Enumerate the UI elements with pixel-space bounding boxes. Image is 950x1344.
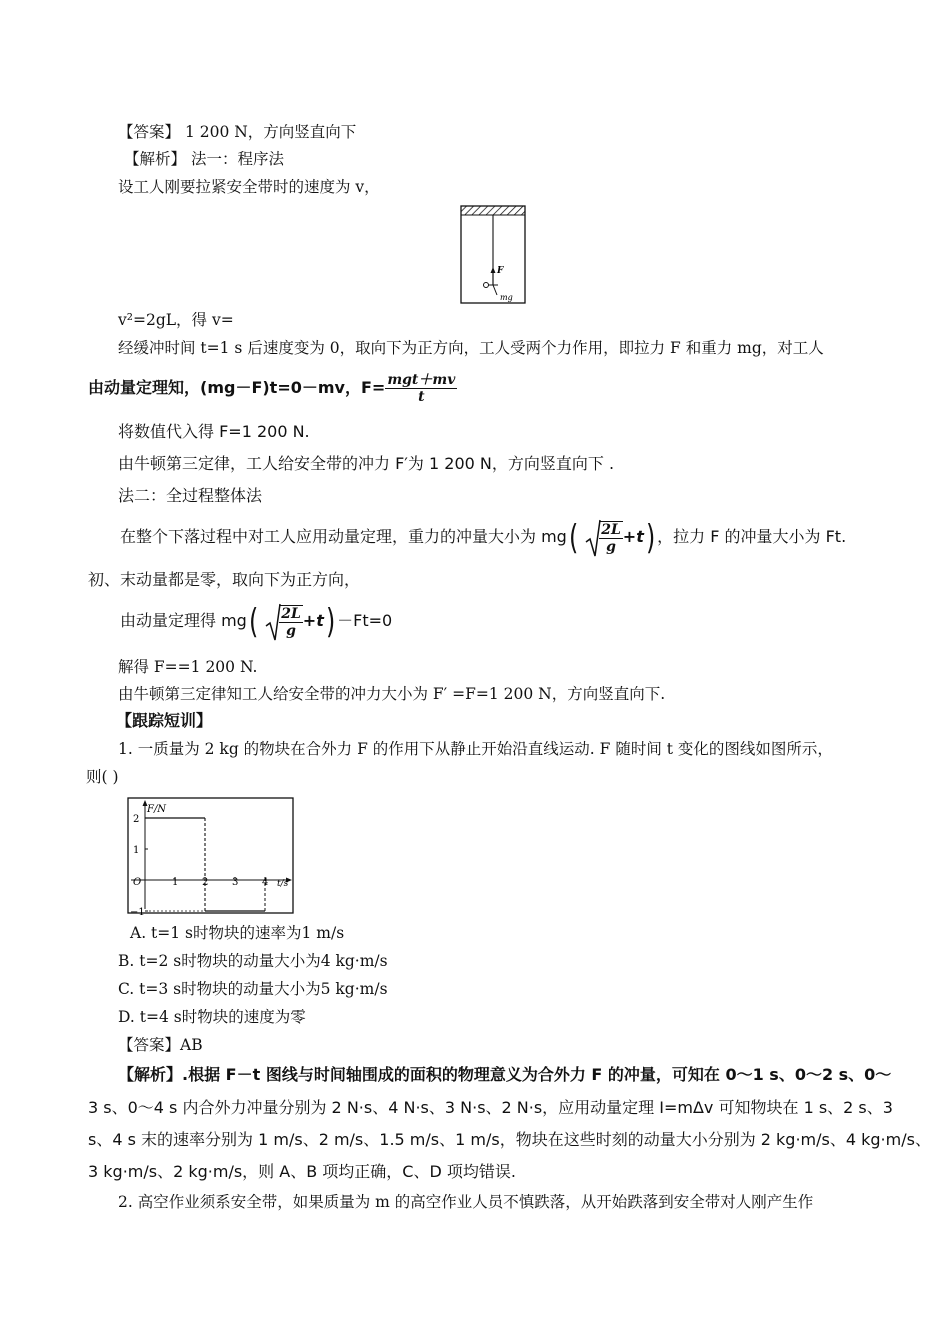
ceiling-hatch: [461, 206, 525, 215]
answer-text: 1 200 N，方向竖直向下: [180, 123, 357, 141]
x-tick-label: 4: [262, 877, 269, 888]
q1-stem-line2: 则( ): [86, 768, 119, 786]
weight-arrow: [493, 285, 497, 295]
y-axis-label: F/N: [147, 804, 167, 815]
answer2-label: 【答案】: [118, 1036, 181, 1054]
theorem-post-text: －Ft=0: [337, 611, 393, 630]
x-tick-label: 1: [172, 877, 179, 888]
choice-d: D. t=4 s时物块的速度为零: [118, 1008, 306, 1026]
substitute-line: 将数值代入得 F=1 200 N.: [118, 422, 310, 441]
analysis2-line1: 【解析】.根据 F－t 图线与时间轴围成的面积的物理意义为合外力 F 的冲量，可知在 0～1 s、0～2 s、0～: [118, 1065, 892, 1084]
speed-line: 设工人刚要拉紧安全带时的速度为 v，: [118, 178, 380, 196]
analysis-label: 【解析】: [124, 150, 187, 168]
analysis2-label: 【解析】: [118, 1065, 183, 1084]
newton3-line: 由牛顿第三定律，工人给安全带的冲力 F′为 1 200 N，方向竖直向下 .: [118, 454, 615, 473]
buffer-line: 经缓冲时间 t=1 s 后速度变为 0，取向下为正方向，工人受两个力作用，即拉力 F 和重力 mg，对工人: [118, 339, 824, 357]
answer2-text: AB: [180, 1036, 203, 1054]
solve-line: 解得 F==1 200 N.: [118, 658, 258, 676]
y-tick-label: −1: [130, 907, 145, 915]
weight-label: mg: [500, 293, 513, 302]
answer-label: 【答案】: [118, 123, 181, 141]
force-label: F: [497, 266, 504, 276]
q2-line1: 2. 高空作业须系安全带，如果质量为 m 的高空作业人员不慎跌落，从开始跌落到安全带对人刚产生作: [118, 1193, 814, 1211]
q1-stem-line1: 1. 一质量为 2 kg 的物块在合外力 F 的作用下从静止开始沿直线运动. F 随时间 t 变化的图线如图所示，: [118, 740, 833, 758]
choice-c: C. t=3 s时物块的动量大小为5 kg·m/s: [118, 980, 388, 998]
analysis-line: [124, 148, 284, 170]
x-tick-label: O: [133, 877, 142, 888]
momentum-text: 由动量定理知，(mg－F)t=0－mv，F=: [88, 378, 386, 397]
theorem-pre-text: 由动量定理得 mg: [120, 611, 247, 630]
initial-momentum-line: 初、末动量都是零，取向下为正方向，: [88, 570, 361, 589]
fraction-numerator: mgt＋mv: [387, 372, 456, 388]
y-tick-label: 2: [133, 814, 140, 825]
analysis2-line2: 3 s、0～4 s 内合外力冲量分别为 2 N·s、4 N·s、3 N·s、2 N·s，应用动量定理 I=mΔv 可知物块在 1 s、2 s、3: [88, 1098, 893, 1117]
sqrt-expression-2: $\frac{2L}{g}$: [265, 601, 303, 643]
x-tick-label: 3: [232, 877, 239, 888]
worker-body: [484, 283, 489, 288]
force-arrowhead: [491, 267, 496, 273]
fraction-denominator: t: [418, 389, 425, 405]
analysis-text: 法一：程序法: [186, 150, 284, 168]
worker-diagram: [460, 205, 526, 305]
newton3b-line: 由牛顿第三定律知工人给安全带的冲力大小为 F′ =F=1 200 N，方向竖直向下.: [118, 685, 666, 703]
whole-post-text: ，拉力 F 的冲量大小为 Ft.: [657, 527, 847, 546]
momentum-line: [88, 370, 457, 406]
answer2-line: [118, 1034, 203, 1056]
force-time-chart: [127, 797, 295, 915]
v-squared-line: v²=2gL，得 v=: [118, 311, 234, 329]
answer-line: [118, 121, 356, 143]
analysis2-line3: s、4 s 末的速率分别为 1 m/s、2 m/s、1.5 m/s、1 m/s，物块在这些时刻的动量大小分别为 2 kg·m/s、4 kg·m/s、: [88, 1130, 931, 1149]
method2-heading: 法二：全过程整体法: [118, 486, 263, 505]
momentum-fraction: [385, 372, 457, 405]
whole-pre-text: 在整个下落过程中对工人应用动量定理，重力的冲量大小为 mg: [120, 527, 567, 546]
follow-title: 【跟踪短训】: [116, 711, 213, 730]
x-tick-label: 2: [202, 877, 209, 888]
theorem-line: 由动量定理得 mg( $\frac{2L}{g}$ +t) －Ft=0: [120, 601, 393, 642]
sqrt-expression: $\frac{2L}{g}$: [585, 517, 623, 559]
x-axis-label: t/s: [277, 879, 289, 889]
chart-frame: [128, 798, 293, 913]
choice-a: A. t=1 s时物块的速率为1 m/s: [130, 924, 345, 942]
y-tick-label: 1: [133, 845, 140, 856]
analysis2-line4: 3 kg·m/s、2 kg·m/s，则 A、B 项均正确，C、D 项均错误.: [88, 1162, 516, 1181]
choice-b: B. t=2 s时物块的动量大小为4 kg·m/s: [118, 952, 388, 970]
whole-process-line: 在整个下落过程中对工人应用动量定理，重力的冲量大小为 mg( $\frac{2L}{g}$ +t) ，拉力 F 的冲量大小为 Ft.: [120, 517, 847, 558]
